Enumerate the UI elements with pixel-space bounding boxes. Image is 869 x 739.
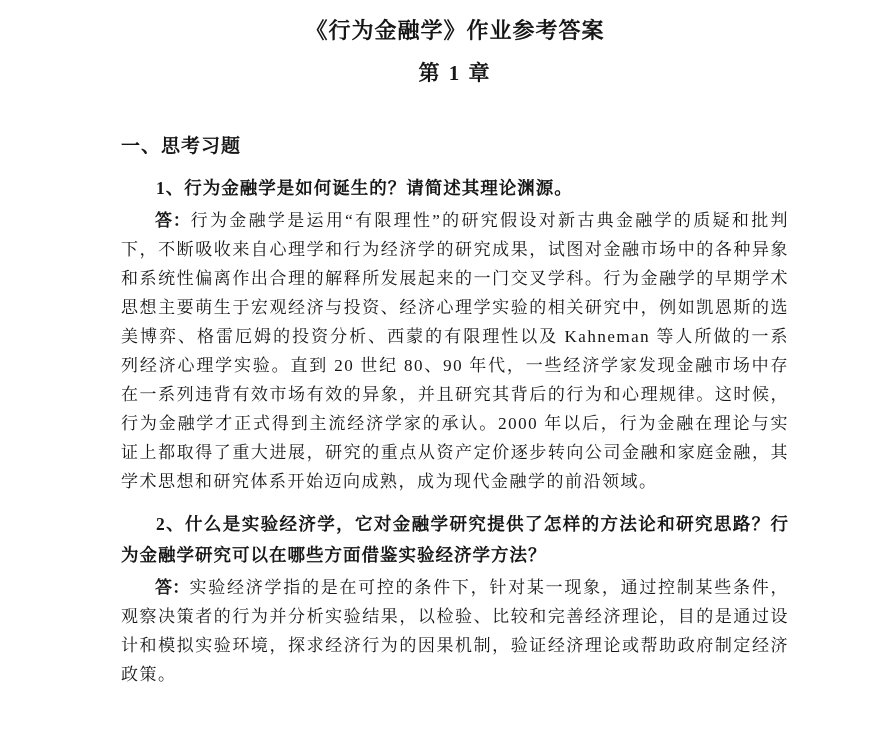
answer-2 — [121, 573, 789, 689]
question-2-number: 2、 — [156, 514, 186, 534]
answer-2-text: 实验经济学指的是在可控的条件下，针对某一现象，通过控制某些条件，观察决策者的行为并分析实验结果，以检验、比较和完善经济理论，目的是通过设计和模拟实验环境，探求经济行为的因果机制，验证经济理论或帮助政府制定经济政策。 — [121, 578, 790, 684]
document-title: 《行为金融学》作业参考答案 — [305, 18, 605, 43]
section-heading: 一、思考习题 — [121, 136, 242, 157]
answer-1-text: 行为金融学是运用“有限理性”的研究假设对新古典金融学的质疑和批判下，不断吸收来自心理学和行为经济学的研究成果，试图对金融市场中的各种异象和系统性偏离作出合理的解释所发展起来的一门交叉学科。行为金融学的早期学术思想主要萌生于宏观经济与投资、经济心理学实验的相关研究中，例如凯恩斯的选美博弈、格雷厄姆的投资分析、西蒙的有限理性以及 Kahneman 等人所做的一系列经济心理学实验。直到 20 世纪 80、90 年代，一些经济学家发现金融市场中存在一系列违背有效市场有效的异象，并且研究其背后的行为和心理规律。这时候，行为金融学才正式得到主流经济学家的承认。2000 年以后，行为金融在理论与实证上都取得了重大进展，研究的重点从资产定价逐步转向公司金融和家庭金融，其学术思想和研究体系开始迈向成熟，成为现代金融学的前沿领域。 — [121, 211, 790, 491]
question-2-text: 什么是实验经济学，它对金融学研究提供了怎样的方法论和研究思路？行为金融学研究可以在哪些方面借鉴实验经济学方法？ — [121, 514, 790, 565]
answer-2-label: 答： — [155, 578, 190, 597]
question-1 — [121, 173, 789, 204]
answer-1-label: 答： — [155, 211, 191, 230]
question-2 — [121, 509, 789, 571]
answer-1 — [121, 206, 789, 496]
chapter-heading: 第 1 章 — [418, 61, 492, 85]
question-1-number: 1、 — [156, 178, 185, 198]
question-1-text: 行为金融学是如何诞生的？请简述其理论渊源。 — [184, 178, 573, 198]
